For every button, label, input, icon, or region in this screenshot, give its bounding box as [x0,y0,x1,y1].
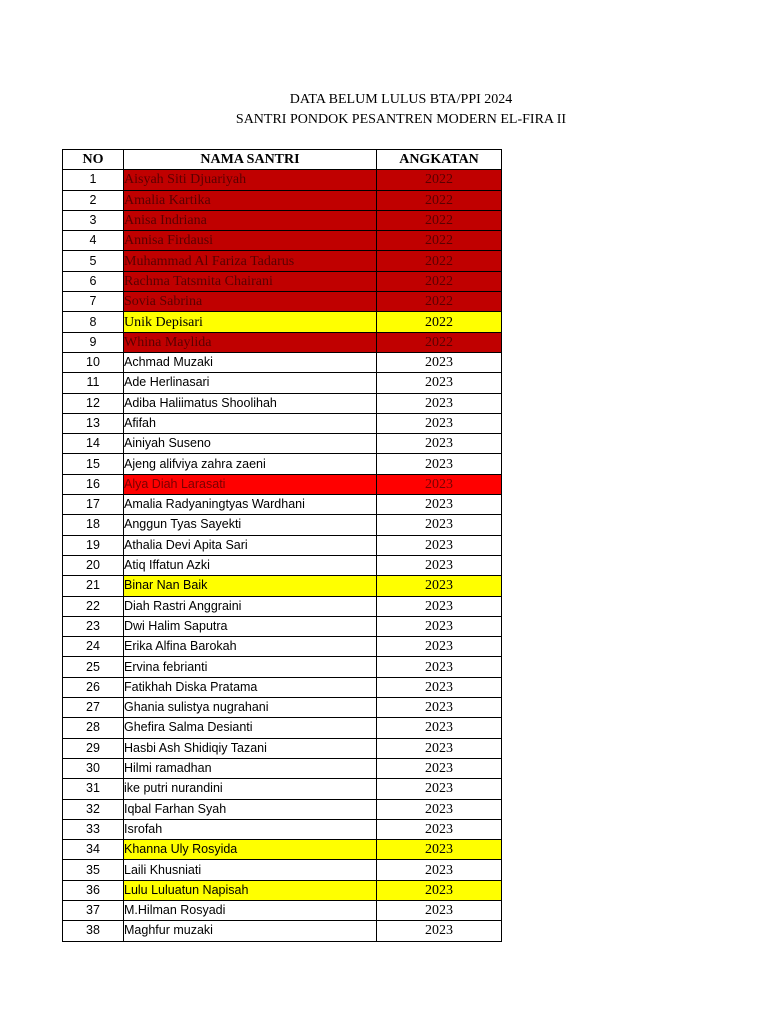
cell-no: 31 [63,779,124,799]
cell-nama-santri: Achmad Muzaki [124,352,377,372]
table-row [63,413,502,433]
cell-no: 18 [63,515,124,535]
cell-nama-santri: Atiq Iffatun Azki [124,555,377,575]
student-table [62,149,502,942]
cell-no: 17 [63,495,124,515]
cell-angkatan: 2023 [377,535,502,555]
cell-angkatan: 2022 [377,312,502,332]
cell-angkatan: 2023 [377,596,502,616]
cell-angkatan: 2023 [377,840,502,860]
cell-no: 4 [63,231,124,251]
table-row [63,312,502,332]
cell-angkatan: 2023 [377,677,502,697]
table-row [63,860,502,880]
cell-no: 24 [63,637,124,657]
table-header-row [63,150,502,170]
table-row [63,555,502,575]
table-row [63,515,502,535]
table-row [63,819,502,839]
cell-angkatan: 2022 [377,210,502,230]
cell-no: 34 [63,840,124,860]
cell-nama-santri: Alya Diah Larasati [124,474,377,494]
cell-angkatan: 2023 [377,515,502,535]
cell-nama-santri: Hilmi ramadhan [124,758,377,778]
cell-nama-santri: Ervina febrianti [124,657,377,677]
cell-no: 38 [63,921,124,941]
cell-no: 3 [63,210,124,230]
cell-angkatan: 2023 [377,718,502,738]
table-row [63,799,502,819]
cell-nama-santri: Afifah [124,413,377,433]
cell-angkatan: 2023 [377,880,502,900]
cell-nama-santri: Erika Alfina Barokah [124,637,377,657]
cell-nama-santri: ike putri nurandini [124,779,377,799]
table-row [63,292,502,312]
header-no: NO [63,150,124,170]
cell-angkatan: 2023 [377,921,502,941]
cell-nama-santri: Diah Rastri Anggraini [124,596,377,616]
cell-nama-santri: Fatikhah Diska Pratama [124,677,377,697]
document-title: DATA BELUM LULUS BTA/PPI 2024 [289,92,513,107]
cell-angkatan: 2022 [377,292,502,312]
cell-nama-santri: Aisyah Siti Djuariyah [124,170,377,190]
table-row [63,535,502,555]
cell-nama-santri: Amalia Radyaningtyas Wardhani [124,495,377,515]
cell-no: 5 [63,251,124,271]
cell-nama-santri: Lulu Luluatun Napisah [124,880,377,900]
table-row [63,900,502,920]
cell-nama-santri: Maghfur muzaki [124,921,377,941]
cell-nama-santri: Ghefira Salma Desianti [124,718,377,738]
cell-nama-santri: Amalia Kartika [124,190,377,210]
cell-angkatan: 2022 [377,231,502,251]
table-row [63,434,502,454]
cell-no: 6 [63,271,124,291]
cell-angkatan: 2023 [377,900,502,920]
cell-nama-santri: Laili Khusniati [124,860,377,880]
cell-nama-santri: M.Hilman Rosyadi [124,900,377,920]
cell-no: 14 [63,434,124,454]
cell-no: 33 [63,819,124,839]
table-row [63,454,502,474]
table-row [63,373,502,393]
table-row [63,231,502,251]
table-row [63,271,502,291]
cell-nama-santri: Anisa Indriana [124,210,377,230]
cell-nama-santri: Ghania sulistya nugrahani [124,698,377,718]
cell-angkatan: 2023 [377,576,502,596]
table-row [63,393,502,413]
table-row [63,170,502,190]
table-row [63,637,502,657]
table-row [63,738,502,758]
table-row [63,495,502,515]
cell-angkatan: 2023 [377,474,502,494]
cell-no: 12 [63,393,124,413]
cell-angkatan: 2022 [377,251,502,271]
cell-no: 15 [63,454,124,474]
cell-nama-santri: Adiba Haliimatus Shoolihah [124,393,377,413]
cell-no: 30 [63,758,124,778]
cell-angkatan: 2023 [377,698,502,718]
cell-no: 22 [63,596,124,616]
table-row [63,596,502,616]
cell-angkatan: 2023 [377,860,502,880]
cell-no: 25 [63,657,124,677]
table-body [63,170,502,941]
cell-no: 21 [63,576,124,596]
table-row [63,718,502,738]
cell-angkatan: 2023 [377,434,502,454]
cell-nama-santri: Binar Nan Baik [124,576,377,596]
cell-angkatan: 2023 [377,738,502,758]
cell-no: 9 [63,332,124,352]
cell-nama-santri: Dwi Halim Saputra [124,616,377,636]
cell-nama-santri: Hasbi Ash Shidiqiy Tazani [124,738,377,758]
cell-no: 13 [63,413,124,433]
cell-nama-santri: Annisa Firdausi [124,231,377,251]
cell-angkatan: 2022 [377,271,502,291]
cell-angkatan: 2022 [377,332,502,352]
table-row [63,576,502,596]
table-row [63,190,502,210]
cell-no: 1 [63,170,124,190]
cell-no: 10 [63,352,124,372]
table-row [63,332,502,352]
cell-nama-santri: Ajeng alifviya zahra zaeni [124,454,377,474]
cell-angkatan: 2022 [377,190,502,210]
cell-no: 11 [63,373,124,393]
document-subtitle: SANTRI PONDOK PESANTREN MODERN EL-FIRA II [235,112,567,127]
cell-no: 35 [63,860,124,880]
cell-nama-santri: Unik Depisari [124,312,377,332]
table-row [63,840,502,860]
cell-no: 20 [63,555,124,575]
cell-nama-santri: Iqbal Farhan Syah [124,799,377,819]
table-row [63,758,502,778]
header-nama-santri: NAMA SANTRI [124,150,377,170]
cell-nama-santri: Ainiyah Suseno [124,434,377,454]
cell-no: 26 [63,677,124,697]
cell-angkatan: 2023 [377,779,502,799]
table-row [63,880,502,900]
cell-nama-santri: Khanna Uly Rosyida [124,840,377,860]
cell-nama-santri: Sovia Sabrina [124,292,377,312]
cell-angkatan: 2023 [377,637,502,657]
cell-angkatan: 2023 [377,413,502,433]
cell-angkatan: 2023 [377,373,502,393]
cell-no: 28 [63,718,124,738]
cell-no: 19 [63,535,124,555]
table-row [63,474,502,494]
table-row [63,210,502,230]
cell-angkatan: 2022 [377,170,502,190]
cell-angkatan: 2023 [377,799,502,819]
cell-angkatan: 2023 [377,454,502,474]
cell-angkatan: 2023 [377,819,502,839]
table-row [63,616,502,636]
table-row [63,677,502,697]
cell-no: 29 [63,738,124,758]
cell-no: 37 [63,900,124,920]
cell-angkatan: 2023 [377,555,502,575]
cell-angkatan: 2023 [377,495,502,515]
cell-angkatan: 2023 [377,657,502,677]
cell-nama-santri: Athalia Devi Apita Sari [124,535,377,555]
cell-angkatan: 2023 [377,393,502,413]
cell-no: 7 [63,292,124,312]
cell-no: 2 [63,190,124,210]
cell-angkatan: 2023 [377,352,502,372]
table-row [63,657,502,677]
cell-nama-santri: Muhammad Al Fariza Tadarus [124,251,377,271]
table-row [63,921,502,941]
cell-angkatan: 2023 [377,616,502,636]
cell-no: 16 [63,474,124,494]
cell-no: 8 [63,312,124,332]
table-row [63,251,502,271]
cell-nama-santri: Rachma Tatsmita Chairani [124,271,377,291]
cell-nama-santri: Ade Herlinasari [124,373,377,393]
table-row [63,779,502,799]
table-row [63,698,502,718]
cell-no: 27 [63,698,124,718]
cell-no: 36 [63,880,124,900]
cell-no: 23 [63,616,124,636]
cell-angkatan: 2023 [377,758,502,778]
table-row [63,352,502,372]
cell-no: 32 [63,799,124,819]
cell-nama-santri: Isrofah [124,819,377,839]
cell-nama-santri: Anggun Tyas Sayekti [124,515,377,535]
cell-nama-santri: Whina Maylida [124,332,377,352]
header-angkatan: ANGKATAN [377,150,502,170]
